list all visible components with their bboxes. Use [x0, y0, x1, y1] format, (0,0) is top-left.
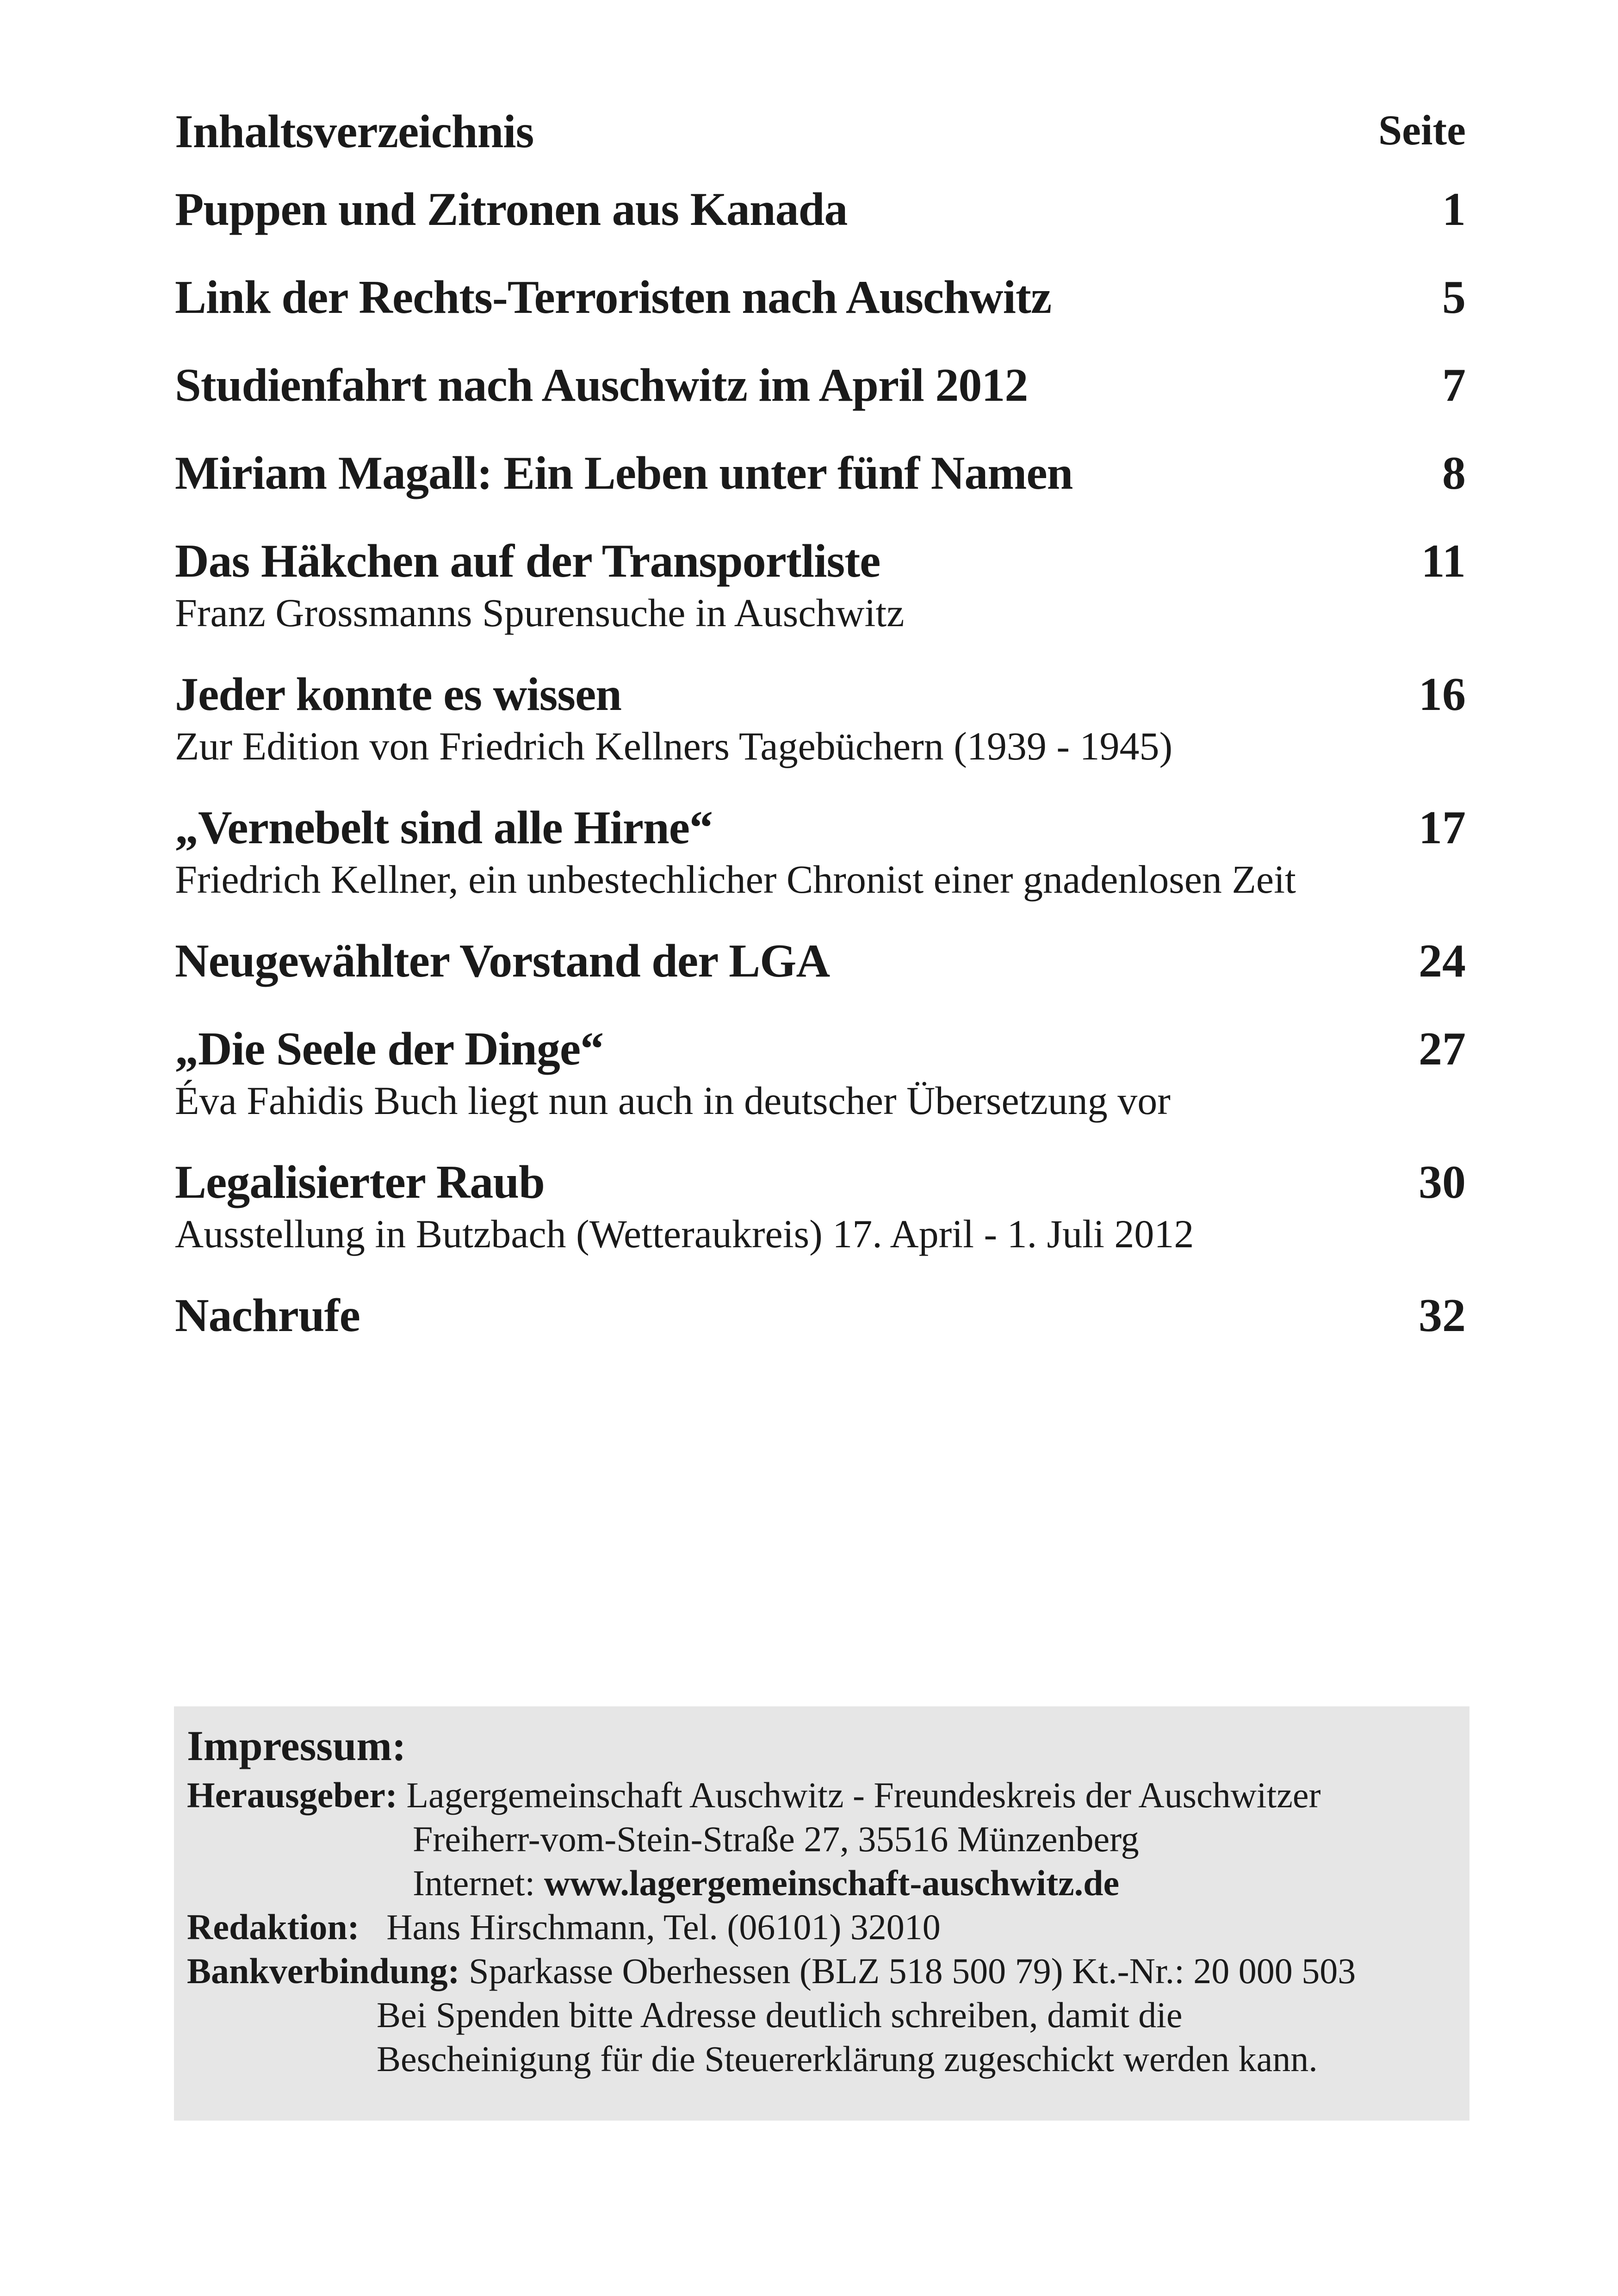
bank-value: Sparkasse Oberhessen (BLZ 518 500 79) Kt.-Nr.: 20 000 503 — [469, 1951, 1356, 1991]
toc-header — [175, 102, 1466, 162]
toc-entry-row — [175, 1287, 1466, 1345]
toc-entry-subtitle: Éva Fahidis Buch liegt nun auch in deutscher Übersetzung vor — [175, 1078, 1171, 1123]
toc-entry-row — [175, 666, 1466, 724]
toc-entries — [175, 180, 1466, 1345]
toc-entry — [175, 932, 1466, 990]
toc-entry-title: Puppen und Zitronen aus Kanada — [175, 183, 848, 236]
toc-entry-page: 8 — [1442, 447, 1466, 499]
toc-entry-row — [175, 532, 1466, 591]
toc-entry-subtitle: Franz Grossmanns Spurensuche in Auschwitz — [175, 591, 905, 635]
toc-entry — [175, 1287, 1466, 1345]
toc-entry — [175, 532, 1466, 636]
toc-entry — [175, 799, 1466, 902]
toc-entry-row — [175, 356, 1466, 415]
note-text-2: Bescheinigung für die Steuererklärung zugeschickt werden kann. — [377, 2039, 1318, 2079]
toc-entry-title: Legalisierter Raub — [175, 1156, 545, 1208]
internet-row — [187, 1861, 1457, 1905]
toc-entry — [175, 1020, 1466, 1124]
toc-entry-title: „Vernebelt sind alle Hirne“ — [175, 802, 713, 854]
toc-entry — [175, 268, 1466, 327]
impressum-title: Impressum: — [187, 1722, 406, 1769]
toc-entry-row — [175, 444, 1466, 503]
toc-entry-page: 30 — [1419, 1156, 1466, 1208]
toc-entry-row — [175, 799, 1466, 857]
table-of-contents — [175, 102, 1466, 1375]
bank-label: Bankverbindung: — [187, 1951, 460, 1991]
toc-entry-page: 32 — [1419, 1289, 1466, 1342]
toc-entry-title: Das Häkchen auf der Transportliste — [175, 535, 880, 587]
toc-entry-row — [175, 932, 1466, 990]
toc-entry-subtitle: Zur Edition von Friedrich Kellners Tagebüchern (1939 - 1945) — [175, 724, 1173, 768]
toc-entry-row — [175, 180, 1466, 239]
redaktion-row — [187, 1905, 1457, 1949]
toc-entry-title: „Die Seele der Dinge“ — [175, 1023, 604, 1075]
toc-entry-subtitle: Friedrich Kellner, ein unbestechlicher Chronist einer gnadenlosen Zeit — [175, 857, 1296, 902]
toc-entry-page: 1 — [1442, 183, 1466, 236]
address: Freiherr-vom-Stein-Straße 27, 35516 Münzenberg — [413, 1819, 1139, 1859]
note-line-1 — [187, 1993, 1457, 2037]
toc-entry-page: 16 — [1419, 668, 1466, 721]
toc-entry-title: Neugewählter Vorstand der LGA — [175, 935, 830, 987]
toc-title: Inhaltsverzeichnis — [175, 106, 534, 158]
toc-entry-row — [175, 268, 1466, 327]
bank-row — [187, 1949, 1457, 1993]
toc-entry — [175, 180, 1466, 239]
redaktion-value: Hans Hirschmann, Tel. (06101) 32010 — [386, 1907, 941, 1947]
internet-url: www.lagergemeinschaft-auschwitz.de — [544, 1863, 1120, 1903]
redaktion-label: Redaktion: — [187, 1907, 360, 1947]
toc-entry-page: 5 — [1442, 271, 1466, 324]
toc-entry — [175, 444, 1466, 503]
internet-label: Internet: — [413, 1863, 535, 1903]
herausgeber-name: Lagergemeinschaft Auschwitz - Freundeskreis der Auschwitzer — [406, 1775, 1321, 1815]
note-line-2 — [187, 2037, 1457, 2081]
toc-entry-page: 7 — [1442, 359, 1466, 411]
herausgeber-label: Herausgeber: — [187, 1775, 397, 1815]
toc-entry-row — [175, 1020, 1466, 1078]
toc-entry — [175, 356, 1466, 415]
toc-entry-subtitle: Ausstellung in Butzbach (Wetteraukreis) 17. April - 1. Juli 2012 — [175, 1212, 1194, 1256]
toc-entry-title: Miriam Magall: Ein Leben unter fünf Namen — [175, 447, 1073, 499]
toc-page-column-header: Seite — [1378, 106, 1466, 154]
toc-entry-title: Nachrufe — [175, 1289, 360, 1342]
toc-entry-page: 24 — [1419, 935, 1466, 987]
toc-entry-row — [175, 1153, 1466, 1212]
note-text-1: Bei Spenden bitte Adresse deutlich schreiben, damit die — [377, 1995, 1183, 2035]
address-row — [187, 1817, 1457, 1861]
impressum-box — [174, 1706, 1469, 2121]
toc-entry — [175, 1153, 1466, 1257]
toc-entry-page: 11 — [1421, 535, 1466, 587]
toc-entry-title: Jeder konnte es wissen — [175, 668, 621, 721]
toc-entry-title: Link der Rechts-Terroristen nach Auschwitz — [175, 271, 1052, 324]
toc-entry — [175, 666, 1466, 769]
herausgeber-row — [187, 1773, 1457, 1817]
toc-entry-page: 27 — [1419, 1023, 1466, 1075]
toc-entry-title: Studienfahrt nach Auschwitz im April 2012 — [175, 359, 1028, 411]
toc-entry-page: 17 — [1419, 802, 1466, 854]
